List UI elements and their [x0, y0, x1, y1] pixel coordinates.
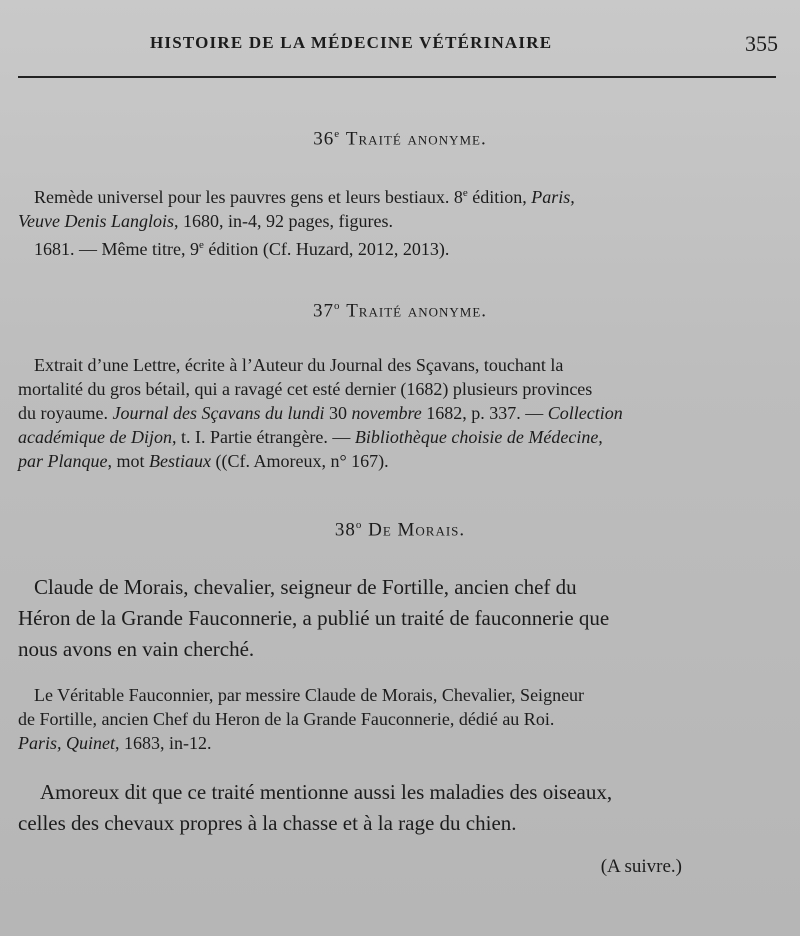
heading-ordinal: o: [333, 300, 341, 312]
section-heading-36: [0, 128, 800, 150]
ordinal-sup: e: [198, 239, 204, 251]
italic-run: Bibliothèque choisie de Médecine,: [354, 427, 603, 447]
section-38-reference: [18, 683, 778, 755]
section-36-body: [18, 181, 778, 261]
text-run: , 1683, in-12.: [115, 733, 212, 753]
heading-number: 38: [334, 519, 356, 541]
text-line: Amoreux dit que ce traité mentionne aussi les maladies des oiseaux,: [40, 780, 613, 804]
heading-text: De Morais.: [368, 519, 466, 541]
header-rule: [18, 76, 776, 78]
text-run: du royaume.: [18, 403, 113, 423]
italic-run: Veuve Denis Langlois: [18, 211, 174, 231]
text-line: [34, 233, 778, 261]
italic-run: par Planque: [18, 451, 108, 471]
text-run: 1681. — Même titre, 9: [34, 239, 199, 259]
text-line: [18, 401, 778, 425]
page-number: 355: [745, 31, 778, 56]
text-line: celles des chevaux propres à la chasse et à la rage du chien.: [18, 811, 517, 835]
running-title: HISTOIRE DE LA MÉDECINE VÉTÉRINAIRE: [150, 33, 553, 52]
text-line: [18, 425, 778, 449]
text-run: 30: [324, 403, 352, 423]
to-follow-note: [601, 856, 682, 878]
italic-run: Bestiaux: [149, 451, 211, 471]
heading-number: 36: [313, 128, 335, 150]
heading-ordinal: e: [334, 128, 341, 140]
section-38-body: [18, 572, 778, 665]
text-run: , t. I. Partie étrangère. —: [171, 427, 355, 447]
heading-ordinal: o: [355, 519, 363, 531]
section-38-closing: [18, 777, 778, 839]
text-run: édition,: [467, 187, 532, 207]
text-line: Héron de la Grande Fauconnerie, a publié un traité de fauconnerie que: [18, 606, 610, 630]
section-heading-37: [0, 300, 800, 322]
text-line: nous avons en vain cherché.: [18, 637, 255, 661]
heading-text: Traité anonyme.: [346, 300, 488, 322]
section-37-body: [18, 353, 778, 473]
text-line: mortalité du gros bétail, qui a ravagé cet esté dernier (1682) plusieurs provinces: [18, 379, 593, 399]
italic-run: Paris,: [531, 187, 575, 207]
italic-run: Paris, Quinet: [18, 733, 115, 753]
text-run: , mot: [107, 451, 150, 471]
text-line: [18, 449, 778, 473]
italic-run: Journal des Sçavans du lundi: [112, 403, 325, 423]
text-line: [18, 209, 778, 233]
italic-run: Collection: [547, 403, 623, 423]
text-line: Le Véritable Fauconnier, par messire Claude de Morais, Chevalier, Seigneur: [34, 685, 585, 705]
ordinal-sup: e: [462, 187, 468, 199]
italic-run: novembre: [351, 403, 422, 423]
to-follow-text: (A suivre.): [600, 856, 682, 877]
text-line: de Fortille, ancien Chef du Heron de la Grande Fauconnerie, dédié au Roi.: [18, 709, 555, 729]
text-line: [18, 731, 778, 755]
text-line: Extrait d’une Lettre, écrite à l’Auteur du Journal des Sçavans, touchant la: [34, 355, 564, 375]
heading-number: 37: [312, 300, 334, 322]
text-run: 1682, p. 337. —: [421, 403, 548, 423]
text-line: Claude de Morais, chevalier, seigneur de Fortille, ancien chef du: [34, 575, 577, 599]
text-run: édition (Cf. Huzard, 2012, 2013).: [203, 239, 450, 259]
text-run: Remède universel pour les pauvres gens et leurs bestiaux. 8: [34, 187, 463, 207]
italic-run: académique de Dijon: [18, 427, 172, 447]
text-run: ((Cf. Amoreux, n° 167).: [211, 451, 389, 471]
heading-text: Traité anonyme.: [345, 128, 487, 150]
text-line: [34, 181, 778, 209]
section-heading-38: [0, 519, 800, 541]
text-run: , 1680, in-4, 92 pages, figures.: [173, 211, 393, 231]
